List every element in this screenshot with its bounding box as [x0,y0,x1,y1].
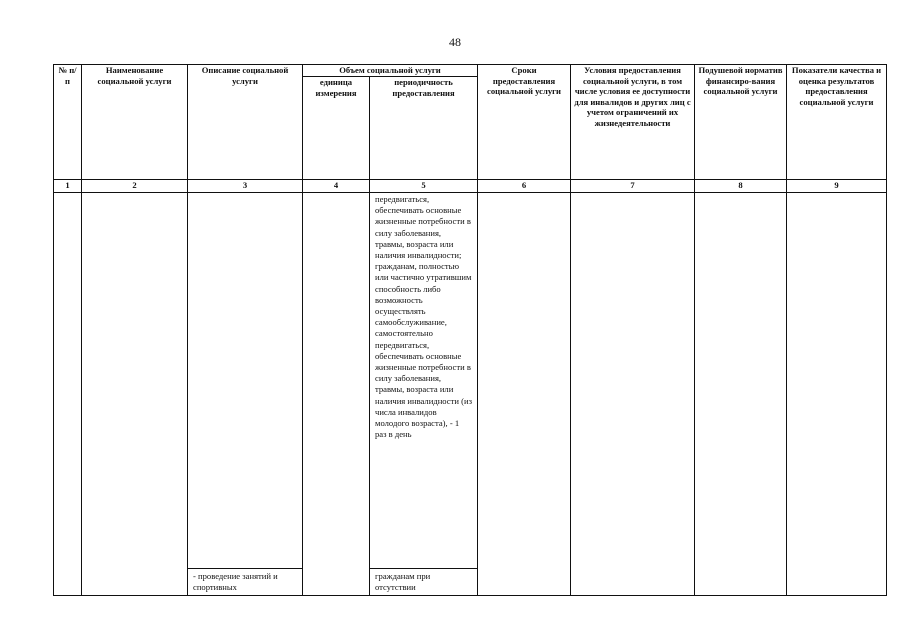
header-service-volume: Объем социальной услуги [303,65,478,77]
column-number: 6 [478,180,571,193]
header-financing-norm: Подушевой норматив финансиро-вания социальной услуги [695,65,787,180]
cell-service-description-next: - проведение занятий и спортивных [188,569,303,596]
cell-quality-indicators [787,193,887,596]
cell-financing-norm [695,193,787,596]
header-quality-indicators: Показатели качества и оценка результатов предоставления социальной услуги [787,65,887,180]
cell-periodicity: передвигаться, обеспечивать основные жизненные потребности в силу заболевания, травмы, возраста или наличия инвалидности; гражданам, полностью или частично утратившим способность либо возможность осуществлять самообслуживание, самостоятельно передвигаться, обеспечивать основные жизненные потребности в силу заболевания, травмы, возраста или наличия инвалидности (из числа инвалидов молодого возраста), - 1 раз в день [370,193,478,569]
cell-service-name [82,193,188,596]
page-number: 48 [449,35,461,49]
column-number: 3 [188,180,303,193]
column-number: 8 [695,180,787,193]
header-service-name: Наименование социальной услуги [82,65,188,180]
cell-periodicity-next: гражданам при отсутствии [370,569,478,596]
header-service-terms: Сроки предоставления социальной услуги [478,65,571,180]
column-number: 2 [82,180,188,193]
cell-terms [478,193,571,596]
column-number: 7 [571,180,695,193]
cell-service-description [188,193,303,569]
header-num: № п/п [54,65,82,180]
header-service-conditions: Условия предоставления социальной услуги, в том числе условия ее доступности для инвалидов и других лиц с учетом ограничений их жизнедеятельности [571,65,695,180]
header-unit: единица измерения [303,77,370,180]
header-periodicity: периодичность предоставления [370,77,478,180]
column-number: 4 [303,180,370,193]
header-service-description: Описание социальной услуги [188,65,303,180]
cell-unit [303,193,370,596]
services-table [53,64,887,596]
column-number: 9 [787,180,887,193]
column-number: 5 [370,180,478,193]
column-number: 1 [54,180,82,193]
cell-conditions [571,193,695,596]
cell-num [54,193,82,596]
